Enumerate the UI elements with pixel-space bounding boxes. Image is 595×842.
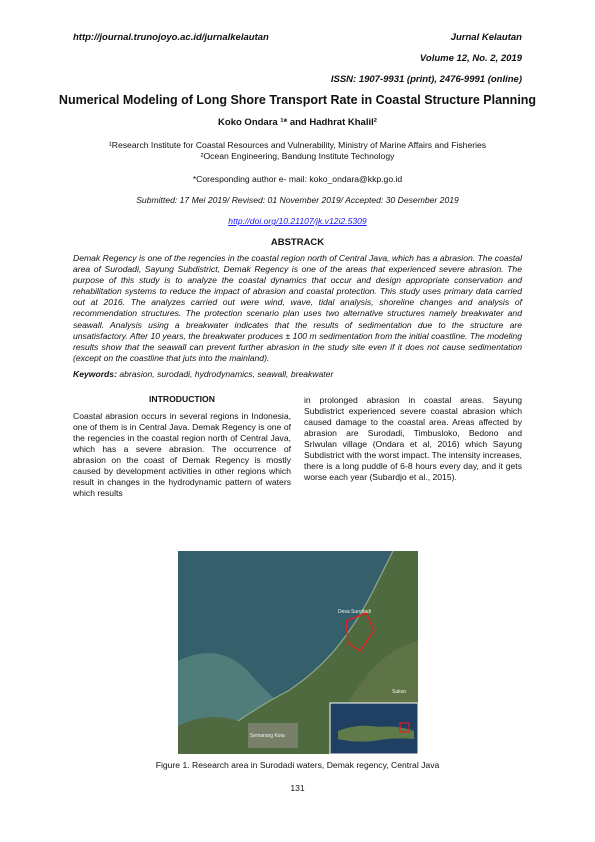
keywords-label: Keywords: [73, 369, 117, 379]
figure-satellite-map [178, 551, 418, 754]
affiliation-1: ¹Research Institute for Coastal Resources and Vulnerability, Ministry of Marine Affairs and Fisheries [108, 140, 487, 150]
paper-title: Numerical Modeling of Long Shore Transport Rate in Coastal Structure Planning [58, 93, 537, 107]
label-semarang: Semarang Kota [250, 733, 285, 739]
header-url[interactable]: http://journal.trunojoyo.ac.id/jurnalkelautan [73, 32, 269, 43]
keywords-text: abrasion, surodadi, hydrodynamics, seawall, breakwater [119, 369, 334, 379]
header-issn: ISSN: 1907-9931 (print), 2476-9991 (online) [330, 74, 522, 85]
label-surodadi: Desa Surodadi [338, 609, 372, 615]
introduction-column-1: Coastal abrasion occurs in several regions in Indonesia, one of them is in Central Java. Demak Regency is one of the regencies in the coastal region north of Central Java, which has a severe abrasion. The occurrence of abrasion on the coast of Demak Regency is mostly caused by development activities in other regions which result in changes in the hydrodynamic pattern of waters which results [73, 411, 291, 498]
affiliation-2: ²Ocean Engineering, Bandung Institute Technology [200, 151, 395, 161]
satellite-image [178, 551, 418, 754]
corresponding-author: *Coresponding author e- mail: koko_ondara@kkp.go.id [192, 174, 403, 184]
inset-map [330, 703, 418, 754]
figure-caption: Figure 1. Research area in Surodadi waters, Demak regency, Central Java [155, 760, 440, 770]
paper-authors: Koko Ondara ¹* and Hadhrat Khalil² [218, 117, 377, 128]
abstract-heading: ABSTRACK [270, 237, 325, 248]
header-journal: Jurnal Kelautan [450, 32, 522, 43]
doi-link[interactable]: http://doi.org/10.21107/jk.v12i2.5309 [228, 216, 367, 226]
label-sukun: Sukun [392, 689, 407, 695]
submission-dates: Submitted: 17 Mei 2019/ Revised: 01 November 2019/ Accepted: 30 Desember 2019 [136, 195, 459, 205]
introduction-column-2: in prolonged abrasion in coastal areas. Sayung Subdistrict experienced severe coastal abrasion which caused damage to the coastal area. Areas affected by abrasion are Surodadi, Timbusloko, Bedono and Sriwulan village (Ondara et al, 2016) which Sayung Subdistrict with the worst impact. The intensity increases, there is a long puddle of 6-8 hours every day, and it gets worse each year (Subardjo et al., 2015). [304, 395, 522, 482]
header-volume: Volume 12, No. 2, 2019 [419, 53, 522, 64]
keywords [73, 369, 522, 379]
page-number: 131 [290, 783, 305, 793]
abstract-text: Demak Regency is one of the regencies in the coastal region north of Central Java, which has a abrasion. The coastal area of Surodadi, Sayung Subdistrict, Demak Regency is one of the areas that experienced severe abrasion. The purpose of this study is to analyze the coastal dynamics that occur and design appropriate conservation and rehabilitation systems to reduce the impact of abrasion and coastal protection. This study uses primary data carried out at 2016. The analyzes carried out were wind, wave, tidal analysis, shoreline changes and analysis of recommendation structures. The protection scenario plan uses two alternative structures namely breakwater and seawall. Analysis using a breakwater indicates that the results of sedimentation due to the structure are unsatisfactory. After 10 years, the breakwater produces ± 100 m sedimentation from the initial coastline. The modeling results show that the seawall can prevent further abrasion in the study site even if it does not cause sedimentation (except on the coastline that juts into the mainland). [73, 253, 522, 363]
introduction-heading: INTRODUCTION [149, 394, 215, 404]
